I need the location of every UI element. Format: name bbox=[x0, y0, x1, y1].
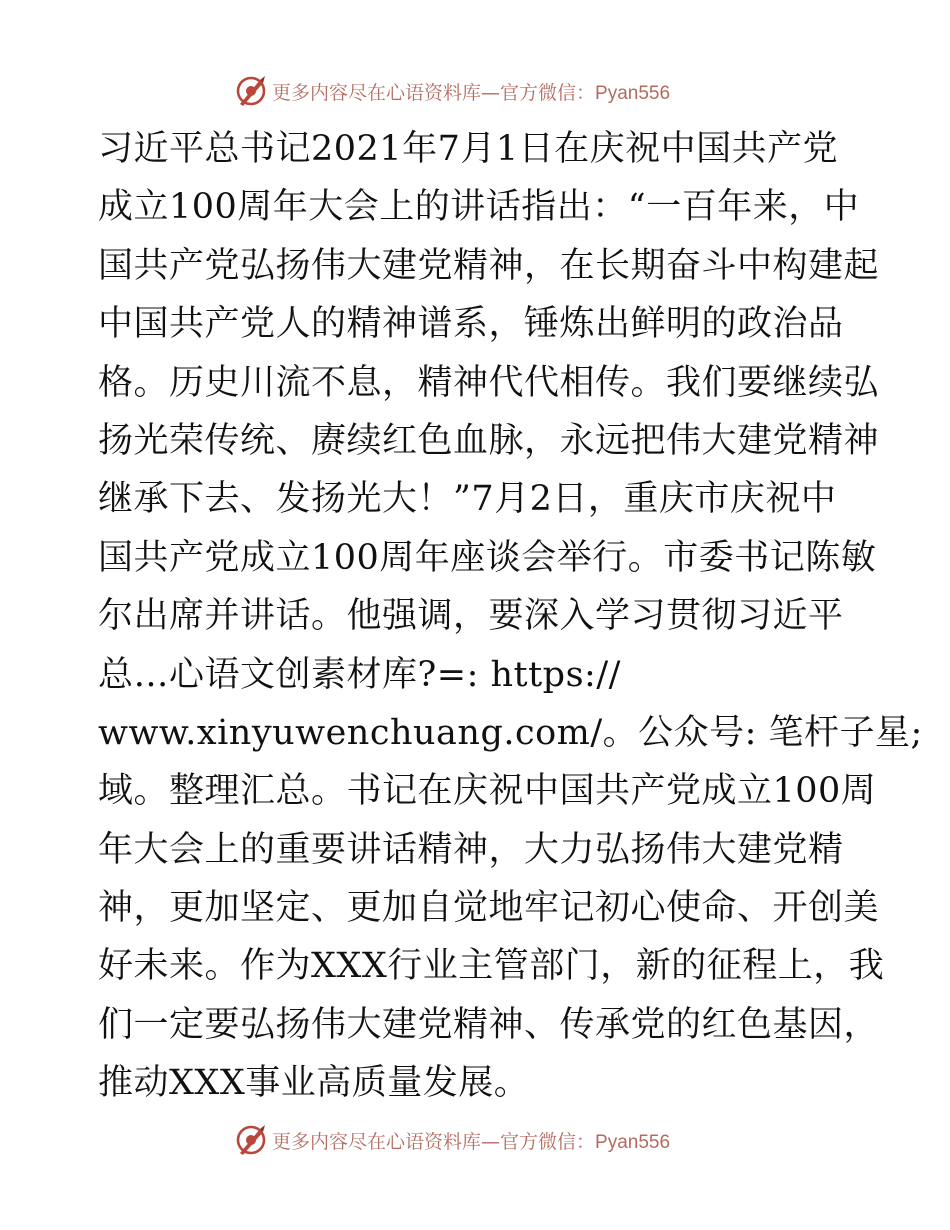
text-line: 中国共产党人的精神谱系，锤炼出鲜明的政治品 bbox=[98, 304, 844, 345]
text-line: 习近平总书记2021年7月1日在庆祝中国共产党 bbox=[98, 129, 839, 169]
header-watermark bbox=[234, 73, 670, 109]
text-line: www.xinyuwenchuang.com/。公众号: 笔杆子星; bbox=[98, 712, 923, 753]
quill-pen-seal-icon bbox=[234, 74, 268, 108]
text-line: 好未来。作为XXX行业主管部门，新的征程上，我 bbox=[98, 946, 885, 987]
text-line: 推动XXX事业高质量发展。 bbox=[98, 1063, 530, 1104]
text-line: 格。历史川流不息，精神代代相传。我们要继续弘 bbox=[98, 362, 880, 403]
text-line: 成立100周年大会上的讲话指出：“一百年来，中 bbox=[98, 187, 860, 228]
text-line: 国共产党成立100周年座谈会举行。市委书记陈敏 bbox=[98, 537, 877, 578]
text-line: 神，更加坚定、更加自觉地牢记初心使命、开创美 bbox=[98, 888, 880, 929]
footer-watermark bbox=[234, 1122, 670, 1158]
document-body bbox=[98, 120, 923, 1113]
text-line: 们一定要弘扬伟大建党精神、传承党的红色基因， bbox=[98, 1004, 880, 1045]
text-line: 国共产党弘扬伟大建党精神，在长期奋斗中构建起 bbox=[98, 245, 880, 286]
text-line: 扬光荣传统、赓续红色血脉，永远把伟大建党精神 bbox=[98, 420, 880, 461]
watermark-text: 更多内容尽在心语资料库—官方微信：Pyan556 bbox=[272, 81, 671, 104]
text-line: 尔出席并讲话。他强调，要深入学习贯彻习近平 bbox=[98, 596, 844, 637]
quill-pen-seal-icon bbox=[234, 1123, 268, 1157]
text-line: 年大会上的重要讲话精神，大力弘扬伟大建党精 bbox=[98, 829, 844, 870]
text-line: 继承下去、发扬光大！”7月2日，重庆市庆祝中 bbox=[98, 479, 837, 520]
watermark-text: 更多内容尽在心语资料库—官方微信：Pyan556 bbox=[272, 1130, 671, 1153]
text-line: 域。整理汇总。书记在庆祝中国共产党成立100周 bbox=[98, 771, 877, 812]
watermark-handle: Pyan556 bbox=[595, 1131, 671, 1153]
text-line: 总…心语文创素材库?=: https:// bbox=[98, 654, 621, 695]
watermark-handle: Pyan556 bbox=[595, 82, 671, 104]
